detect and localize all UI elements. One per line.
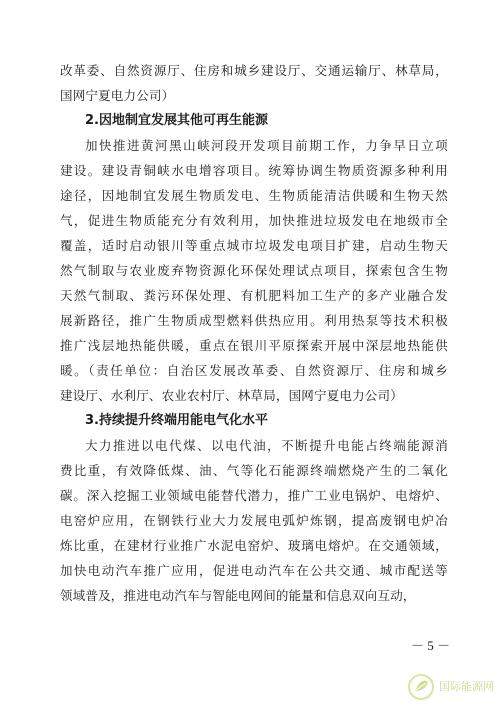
- document-body: [60, 58, 448, 608]
- text-line: 推广浅层地热能供暖，重点在银川平原探索开展中深层地热能供: [60, 338, 448, 353]
- text-line: 展新路径，推广生物质成型燃料供热应用。利用热泵等技术积极: [60, 313, 448, 328]
- text-line: 炼比重，在建材行业推广水泥电窑炉、玻璃电熔炉。在交通领域，: [60, 538, 448, 553]
- watermark-text: 国际能源网: [439, 680, 494, 693]
- text-line: 碳。深入挖掘工业领域电能替代潜力，推广工业电锅炉、电熔炉、: [60, 488, 448, 503]
- text-line: 暖。（责任单位：自治区发展改革委、自然资源厅、住房和城乡: [60, 363, 448, 378]
- text-line: 天然气制取、粪污环保处理、有机肥料加工生产的多产业融合发: [60, 288, 448, 303]
- section-heading: 3.持续提升终端用能电气化水平: [85, 413, 268, 428]
- text-line: 加快电动汽车推广应用，促进电动汽车在公共交通、城市配送等: [60, 563, 448, 578]
- text-line: 气，促进生物质能充分有效利用，加快推进垃圾发电在地级市全: [60, 213, 448, 228]
- leaf-logo-icon: [407, 673, 435, 701]
- text-line: 覆盖，适时启动银川等重点城市垃圾发电项目扩建，启动生物天: [60, 238, 448, 253]
- text-line: 建设。建设青铜峡水电增容项目。统筹协调生物质资源多种利用: [60, 163, 448, 178]
- text-line: 大力推进以电代煤、以电代油，不断提升电能占终端能源消: [85, 438, 448, 453]
- text-line: 电窑炉应用，在钢铁行业大力发展电弧炉炼钢，提高废钢电炉冶: [60, 513, 448, 528]
- text-line: 领域普及，推进电动汽车与智能电网间的能量和信息双向互动，: [60, 588, 416, 603]
- text-line: 途径，因地制宜发展生物质发电、生物质能清洁供暖和生物天然: [60, 188, 448, 203]
- text-line: 然气制取与农业废弃物资源化环保处理试点项目，探索包含生物: [60, 263, 448, 278]
- text-line: 加快推进黄河黑山峡河段开发项目前期工作，力争早日立项: [85, 138, 448, 153]
- section-heading: 2.因地制宜发展其他可再生能源: [85, 113, 268, 128]
- text-line: 建设厅、水利厅、农业农村厅、林草局，国网宁夏电力公司）: [60, 388, 403, 403]
- page-number: － 5 －: [411, 638, 451, 653]
- watermark: [407, 673, 494, 701]
- text-line: 改革委、自然资源厅、住房和城乡建设厅、交通运输厅、林草局，: [60, 63, 448, 78]
- text-line: 费比重，有效降低煤、油、气等化石能源终端燃烧产生的二氧化: [60, 463, 448, 478]
- text-line: 国网宁夏电力公司）: [60, 88, 175, 103]
